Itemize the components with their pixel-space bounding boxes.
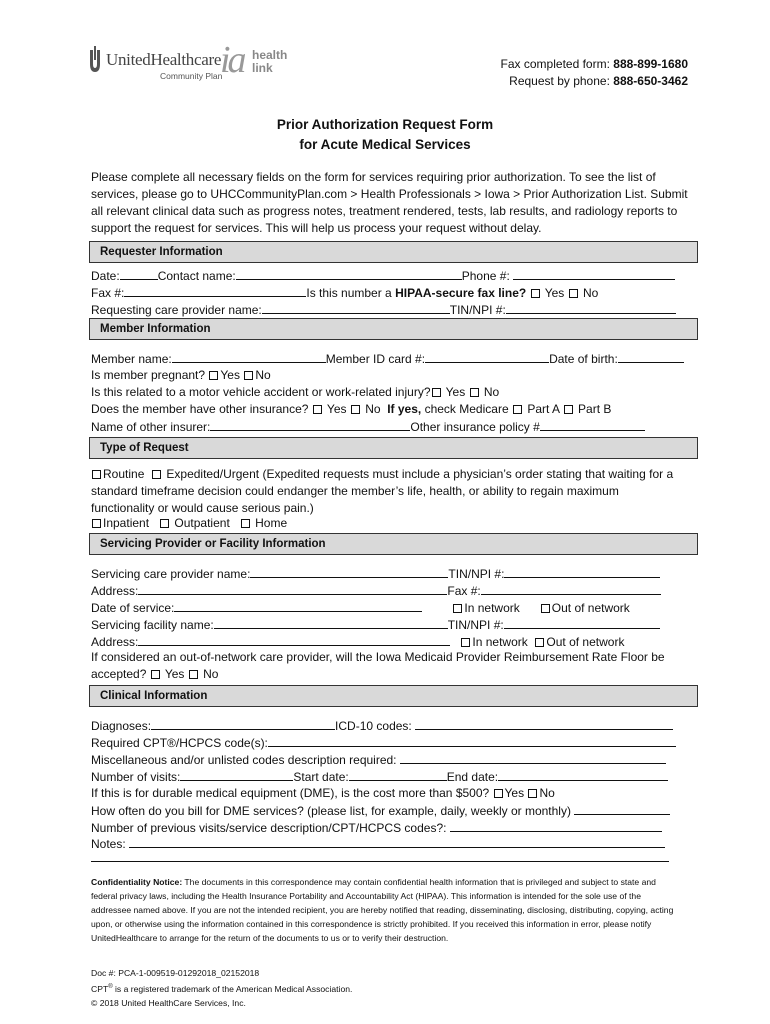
dme-question: If this is for durable medical equipment (DME), is the cost more than $500? <box>91 786 490 800</box>
servicing-fax-field[interactable] <box>481 583 661 595</box>
servicing-row-4 <box>91 617 660 633</box>
brand-sub: Community Plan <box>160 71 223 81</box>
iowa-health-link-logo <box>220 39 300 84</box>
check-medicare-label: check Medicare <box>424 402 509 416</box>
date-field[interactable] <box>120 268 158 280</box>
date-label: Date: <box>91 269 120 283</box>
out-network-checkbox-2[interactable] <box>535 638 544 647</box>
dme-bill-label: How often do you bill for DME services? (please list, for example, daily, weekly or monthly) <box>91 804 571 818</box>
hipaa-question-bold: HIPAA-secure fax line? <box>395 286 527 300</box>
ia-link: link <box>252 61 273 75</box>
phone-line <box>501 73 688 90</box>
routine-label: Routine <box>103 467 145 481</box>
servicing-row-1 <box>91 566 660 582</box>
prev-visits-field[interactable] <box>450 820 662 832</box>
facility-address-field[interactable] <box>138 634 450 646</box>
facility-address-label: Address: <box>91 635 139 649</box>
servicing-address-label: Address: <box>91 584 139 598</box>
form-title: Prior Authorization Request Form <box>276 117 494 132</box>
cpt-prefix: CPT <box>91 983 109 994</box>
servicing-provider-field[interactable] <box>250 566 448 578</box>
hipaa-yes-label: Yes <box>544 286 565 300</box>
hipaa-no-checkbox[interactable] <box>569 289 578 298</box>
clinical-row-2 <box>91 735 676 751</box>
phone-label: Request by phone: <box>509 74 610 88</box>
contact-name-label: Contact name: <box>157 269 236 283</box>
other-ins-yes-label: Yes <box>326 402 347 416</box>
expedited-label: Expedited/Urgent (Expedited requests must include a physician’s order stating that waiting for a standard timeframe decision could endanger the member’s life, health, or ability to regain maximum functionality or would cause serious pain.) <box>91 467 674 515</box>
inpatient-checkbox[interactable] <box>92 519 101 528</box>
requester-row-2 <box>91 285 598 301</box>
member-row-5 <box>91 419 645 435</box>
out-network-checkbox-1[interactable] <box>541 604 550 613</box>
accident-yes-checkbox[interactable] <box>432 388 441 397</box>
part-a-label: Part A <box>527 402 560 416</box>
doc-number: Doc #: PCA-1-009519-01292018_02152018 <box>91 968 260 978</box>
member-name-label: Member name: <box>91 352 172 366</box>
section-requester: Requester Information <box>89 241 698 263</box>
hipaa-yes-checkbox[interactable] <box>531 289 540 298</box>
accident-label: Is this related to a motor vehicle accident or work-related injury? <box>91 385 431 399</box>
in-network-checkbox-1[interactable] <box>453 604 462 613</box>
unitedhealthcare-logo <box>88 44 228 80</box>
facility-name-label: Servicing facility name: <box>91 618 214 632</box>
fax-label: Fax completed form: <box>500 57 610 71</box>
cpt-mark: ® <box>108 984 113 990</box>
hipaa-question: Is this number a <box>306 286 396 300</box>
facility-name-field[interactable] <box>214 617 448 629</box>
icd-label: ICD-10 codes: <box>335 719 412 733</box>
in-network-checkbox-2[interactable] <box>461 638 470 647</box>
oon-no-label: No <box>203 667 219 681</box>
servicing-tin-label: TIN/NPI #: <box>448 567 505 581</box>
member-row-3 <box>91 385 499 400</box>
member-name-field[interactable] <box>172 351 326 363</box>
clinical-row-4 <box>91 769 668 785</box>
servicing-tin-field[interactable] <box>504 566 660 578</box>
phone-label: Phone #: <box>461 269 510 283</box>
other-insurer-field[interactable] <box>210 419 410 431</box>
in-network-label-2: In network <box>472 635 528 649</box>
notes-label: Notes: <box>91 837 126 851</box>
other-policy-label: Other insurance policy # <box>410 420 540 434</box>
notes-field[interactable] <box>129 836 665 848</box>
part-b-label: Part B <box>578 402 612 416</box>
pregnant-yes-checkbox[interactable] <box>209 371 218 380</box>
in-network-label-1: In network <box>464 601 520 615</box>
cpt-field[interactable] <box>268 735 676 747</box>
date-service-field[interactable] <box>174 600 422 612</box>
member-id-label: Member ID card #: <box>325 352 426 366</box>
start-date-field[interactable] <box>349 769 447 781</box>
part-b-checkbox[interactable] <box>564 405 573 414</box>
other-ins-no-label: No <box>365 402 381 416</box>
inpatient-label: Inpatient <box>103 516 150 530</box>
member-row-4 <box>91 402 611 417</box>
servicing-fax-label: Fax #: <box>447 584 481 598</box>
end-date-label: End date: <box>446 770 499 784</box>
confidentiality-label: Confidentiality Notice: <box>91 877 183 887</box>
pregnant-no-label: No <box>255 368 271 382</box>
footer <box>91 966 352 1010</box>
home-label: Home <box>255 516 288 530</box>
fax-field[interactable] <box>124 285 306 297</box>
visits-label: Number of visits: <box>91 770 181 784</box>
form-subtitle: for Acute Medical Services <box>299 137 471 152</box>
member-row-1 <box>91 351 684 367</box>
oon-yes-label: Yes <box>164 667 185 681</box>
dme-yes-label: Yes <box>504 786 525 800</box>
end-date-field[interactable] <box>498 769 668 781</box>
servicing-address-field[interactable] <box>138 583 447 595</box>
misc-codes-field[interactable] <box>400 752 666 764</box>
outpatient-checkbox[interactable] <box>160 519 169 528</box>
date-service-label: Date of service: <box>91 601 175 615</box>
clinical-row-8 <box>91 836 665 852</box>
intro-paragraph: Please complete all necessary fields on the form for services requiring prior authorization. To see the list of services, please go to UHCCommunityPlan.com > Health Professionals > Iowa > Prior Authorization List. Submit all relevant clinical data such as progress notes, treatment rendered, tests, lab results, and radiology reports to support the request for services. This will help us process your request without delay. <box>91 170 688 235</box>
phone-field[interactable] <box>513 268 675 280</box>
clinical-row-6 <box>91 803 670 819</box>
facility-tin-label: TIN/NPI #: <box>447 618 504 632</box>
logo-area <box>88 39 318 88</box>
section-member: Member Information <box>89 318 698 340</box>
notes-extra-line[interactable] <box>91 861 669 862</box>
dob-label: Date of birth: <box>549 352 618 366</box>
oon-yes-checkbox[interactable] <box>151 670 160 679</box>
servicing-row-5 <box>91 634 624 650</box>
requester-row-1 <box>91 268 675 284</box>
phone-number: 888-650-3462 <box>613 74 688 88</box>
diagnoses-label: Diagnoses: <box>91 719 152 733</box>
clinical-row-1 <box>91 718 673 734</box>
clinical-row-5 <box>91 786 555 801</box>
contact-info <box>501 56 688 90</box>
pregnant-yes-label: Yes <box>220 368 240 382</box>
pregnant-label: Is member pregnant? <box>91 368 206 382</box>
oon-question-block <box>91 649 681 683</box>
requesting-provider-field[interactable] <box>262 302 450 314</box>
servicing-row-2 <box>91 583 661 599</box>
brand-name: UnitedHealthcare <box>106 50 222 69</box>
copyright: © 2018 United HealthCare Services, Inc. <box>91 997 246 1008</box>
cpt-label: Required CPT®/HCPCS code(s): <box>91 736 268 750</box>
part-a-checkbox[interactable] <box>513 405 522 414</box>
pregnant-no-checkbox[interactable] <box>244 371 253 380</box>
clinical-row-7 <box>91 820 662 836</box>
member-id-field[interactable] <box>425 351 549 363</box>
contact-name-field[interactable] <box>236 268 462 280</box>
accident-no-label: No <box>483 385 500 399</box>
dme-yes-checkbox[interactable] <box>494 789 503 798</box>
dme-no-label: No <box>539 786 555 800</box>
hipaa-no-label: No <box>582 286 599 300</box>
fax-line <box>501 56 688 73</box>
section-servicing: Servicing Provider or Facility Information <box>89 533 698 555</box>
uhc-mark-icon <box>88 46 102 74</box>
section-clinical: Clinical Information <box>89 685 698 707</box>
requesting-tin-label: TIN/NPI #: <box>449 303 506 317</box>
outpatient-label: Outpatient <box>174 516 230 530</box>
section-request-type: Type of Request <box>89 437 698 459</box>
fax-number: 888-899-1680 <box>613 57 688 71</box>
servicing-row-3 <box>91 600 630 616</box>
requesting-provider-label: Requesting care provider name: <box>91 303 262 317</box>
if-yes-label: If yes, <box>387 402 422 416</box>
request-type-options <box>91 466 681 517</box>
icd-field[interactable] <box>415 718 673 730</box>
out-network-label-1: Out of network <box>551 601 630 615</box>
other-ins-yes-checkbox[interactable] <box>313 405 322 414</box>
expedited-checkbox[interactable] <box>152 470 161 479</box>
visits-field[interactable] <box>180 769 293 781</box>
other-insurer-label: Name of other insurer: <box>91 420 211 434</box>
confidentiality-notice <box>91 875 681 945</box>
requesting-tin-field[interactable] <box>506 302 676 314</box>
other-policy-field[interactable] <box>540 419 645 431</box>
prev-visits-label: Number of previous visits/service description/CPT/HCPCS codes?: <box>91 821 447 835</box>
dme-no-checkbox[interactable] <box>528 789 537 798</box>
other-ins-no-checkbox[interactable] <box>351 405 360 414</box>
dme-bill-field[interactable] <box>574 803 670 815</box>
cpt-rest: is a registered trademark of the American Medical Association. <box>112 983 353 994</box>
cpt-trademark <box>91 980 352 996</box>
dob-field[interactable] <box>618 351 684 363</box>
servicing-provider-label: Servicing care provider name: <box>91 567 251 581</box>
routine-checkbox[interactable] <box>92 470 101 479</box>
oon-no-checkbox[interactable] <box>189 670 198 679</box>
fax-label: Fax #: <box>91 286 125 300</box>
member-row-2 <box>91 368 271 383</box>
oon-question: If considered an out-of-network care provider, will the Iowa Medicaid Provider Reimbursement Rate Floor be accepted? <box>91 650 665 681</box>
accident-no-checkbox[interactable] <box>470 388 479 397</box>
setting-row <box>91 516 287 531</box>
ia-health: health <box>252 48 288 62</box>
accident-yes-label: Yes <box>445 385 466 399</box>
home-checkbox[interactable] <box>241 519 250 528</box>
confidentiality-text: The documents in this correspondence may contain confidential health information that is privileged and subject to state and federal privacy laws, including the Health Insurance Portability and Accountability Act (HIPAA). This information is intended for the sole use of the addressee named above. If you are not the intended recipient, you are hereby notified that reading, disseminating, disclosing, distributing, copying, acting upon, or otherwise using the information contained in this correspondence is strictly prohibited. If you received this information in error, please notify UnitedHealthcare to arrange for the return of the documents to us or to verify their destruction. <box>91 877 674 943</box>
diagnoses-field[interactable] <box>151 718 335 730</box>
start-date-label: Start date: <box>293 770 349 784</box>
other-insurance-label: Does the member have other insurance? <box>91 402 309 416</box>
misc-codes-label: Miscellaneous and/or unlisted codes description required: <box>91 753 397 767</box>
requester-row-3 <box>91 302 676 318</box>
clinical-row-3 <box>91 752 666 768</box>
out-network-label-2: Out of network <box>546 635 625 649</box>
ia-letters: ia <box>220 39 244 81</box>
facility-tin-field[interactable] <box>504 617 660 629</box>
